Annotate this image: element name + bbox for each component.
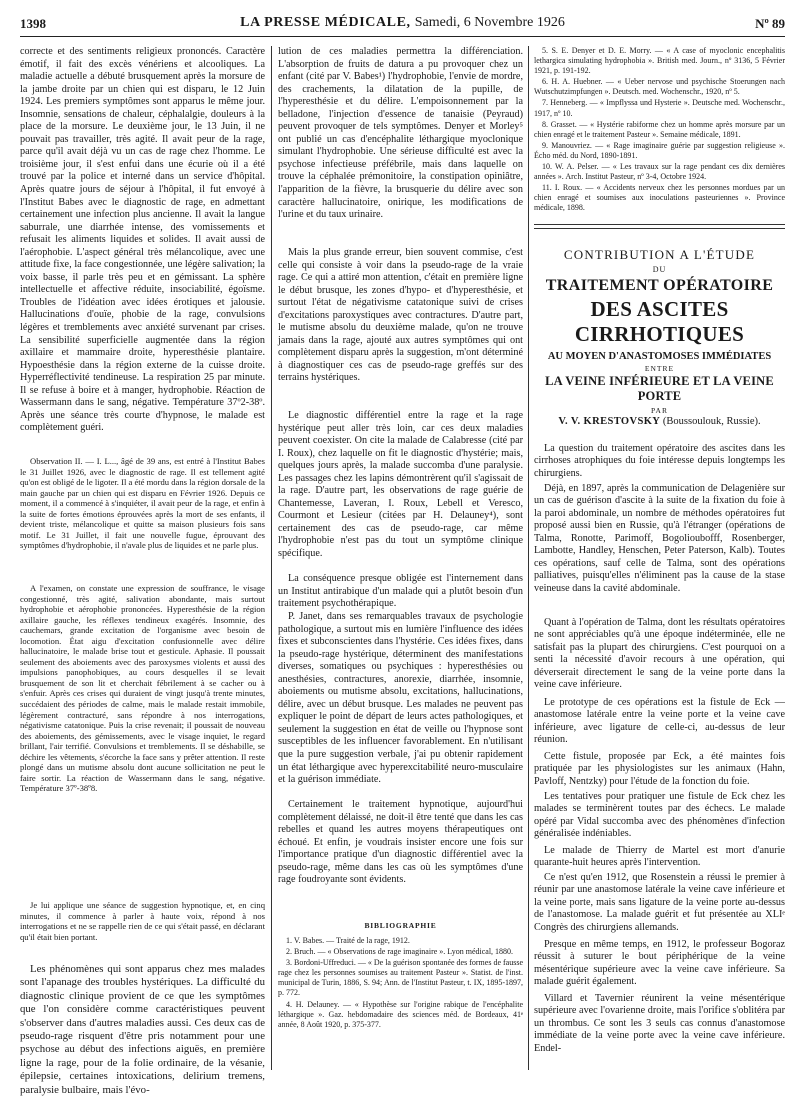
article-divider — [534, 228, 785, 229]
paragraph: Villard et Tavernier réunirent la veine mésentérique supérieure avec l'ovarienne droite, mais l'orifice s'oblitéra par un thrombus. Ce sont les 3 seuls cas connus d'anastomose immédiate de la veine porte avec la veine cave inférieure. Endel- — [534, 992, 785, 1054]
paragraph: La question du traitement opératoire des ascites dans les cirrhoses atrophiques du foie intéresse depuis longtemps les chirurgiens. — [534, 442, 785, 479]
paragraph: Les tentatives pour pratiquer une fistule de Eck chez les malades se terminèrent toutes par des échecs. Le malade opéré par Vidal succomba avec des phénomènes d'infection généralisée indéniables. — [534, 790, 785, 840]
paragraph: Le prototype de ces opérations est la fistule de Eck — anastomose latérale entre la veine porte et la veine cave inférieure, avec ligature de celle-ci, au-dessus de leur réunion. — [534, 696, 785, 746]
article-divider — [534, 224, 785, 225]
column-rule — [271, 46, 272, 1070]
paragraph: Le malade de Thierry de Martel est mort d'anurie quarante-huit heures après l'intervention. — [534, 844, 785, 869]
paragraph-suggestion: Je lui applique une séance de suggestion hypnotique, et, en cinq minutes, il commence à parler à haute voix, répond à nos interrogations et ne se rappelle rien de ce qui s'était passé, en déclarant qu'il était bien portant. — [20, 900, 265, 942]
spacer — [20, 448, 265, 456]
paragraph: Cette fistule, proposée par Eck, a été maintes fois pratiquée par les physiologistes sur les animaux (Hahn, Pavloff, Nentzky) pour l'étude de la fonction du foie. — [534, 750, 785, 787]
column-middle — [278, 46, 523, 1031]
article-title: DES ASCITES CIRRHOTIQUES — [574, 296, 745, 346]
issue-date: Samedi, 6 Novembre 1926 — [414, 15, 565, 30]
journal-title — [20, 15, 785, 31]
paragraph: Déjà, en 1897, après la communication de Delagenière sur un cas de guérison d'ascite à la suite de la fixation du foie à la paroi abdominale, un nombre de méthodes opératoires fut proposé aussi bien en Russie, qu'à l'étranger (opérations de Talma, Ronotte, Parimoff, Bogolioubofff, Rosenberger, Lambotte, Handley, Henschen, Peter Paterson, Kalb). Toutes ces opérations, sauf celle de Talma, sont des opérations palliatives, puisqu'elles n'éliminent pas la cause de la stase veineuse dans la cavité abdominale. — [534, 482, 785, 594]
paragraph: Ce n'est qu'en 1912, que Rosenstein a réussi le premier à réunir par une anastomose latérale la veine cave inférieure et la veine porte, mais sans ligature de la veine porte au-dessus de l'anastomose. La malade guérit et fut présentée au XLIᵉ Congrès des chirurgiens allemands. — [534, 871, 785, 933]
paragraph-internment: La conséquence presque obligée est l'internement dans un Institut antirabique d'un malade qui a plutôt besoin d'un traitement psychothérapique. — [278, 573, 523, 610]
page-number: 1398 — [20, 16, 46, 31]
bibliography-title: BIBLIOGRAPHIE — [364, 921, 437, 930]
journal-name: LA PRESSE MÉDICALE, — [240, 15, 411, 30]
paragraph-observation-2: Observation II. — I. L..., âgé de 39 ans, est entré à l'Institut Babes le 31 Juillet 1926, avec le diagnostic de rage. Il est tellement agité qu'on est obligé de le ligoter. Il a été mordu dans la région dorsale de la main gauche par un chien qui est disparu en Février 1926. Depuis ce moment, il a commencé à s'inquiéter, il avait peur de la rage, et enfin à la suite de fortes émotions éprouvées après la mort de ses enfants, il devient triste, mélancolique et quitte sa maison plusieurs fois sans motif. Le 31 Juillet, il fait une nouvelle fugue, éprouvant des symptômes d'hydrophobie, il n'avale plus de liquides et ne parle plus. — [20, 456, 265, 551]
author-line — [534, 416, 785, 427]
article-heading — [534, 247, 785, 427]
heading-line: AU MOYEN D'ANASTOMOSES IMMÉDIATES — [547, 350, 772, 362]
paragraph-janet: P. Janet, dans ses remarquables travaux de psychologie pathologique, a surtout mis en lumière l'influence des idées fixes et subconscientes dans l'hystérie. Ces idées fixes, dans la pseudo-rage hystérique, déterminent des manifestations diverses, somatiques ou psychiques : hyperesthésies ou anesthésies, contractures, anorexie, diarrhée, insomnie, aboiements ou mutisme absolu, excitations, hallucinations, délire, avec un début brusque. Les malades ne peuvent pas expliquer le point de départ de leurs actes pathologiques, et seulement la suggestion en état de veille ou l'hypnose sont susceptibles de les influencer favorablement. En n'utilisant que la pure suggestion verbale, j'ai pu obtenir rapidement un état léthargique avec hyperexcitabilité neuro-musculaire et la guérison immédiate. — [278, 611, 523, 786]
paragraph: Quant à l'opération de Talma, dont les résultats opératoires ne sont appréciables qu'à une époque indéterminée, elle ne satisfait pas la plupart des chirurgiens. C'est pourquoi on a senti la nécessité d'avoir recours à une opération, qui déverserait directement le sang de la veine porte dans la veine cave inférieure. — [534, 616, 785, 691]
author-place: (Boussoulouk, Russie). — [662, 415, 761, 427]
column-right — [534, 46, 785, 1060]
issue-number: Nº 89 — [755, 16, 785, 31]
bibliography-entry: 4. H. Delauney. — « Hypothèse sur l'origine rabique de l'encéphalite léthargique ». Gaz. hebdomadaire des sciences méd. de Bordeaux, 41ᵉ année, 8 Août 1920, p. 375-377. — [278, 999, 523, 1029]
paragraph-observation-1: correcte et des sentiments religieux prononcés. Caractère émotif, il fait des excès vénériens et alcooliques. La maladie actuelle a débuté brusquement après la morsure de la jambe droite par un chien qui est disparu, le 12 Juin 1924. Les premiers symptômes sont apparus le même jour. Insomnie, sensations de chaleur, céphalalgie, douleurs à la place de la morsure. Le deuxième jour, le 13 Juin, il ne pouvait pas travailler, très agité. Il avait peur de la rage, parce qu'il avait déjà vu un cas de rage chez l'homme. Le troisième jour, il s'est enfui dans une écurie où il a été trouvé par la police et interné dans un service d'hôpital. Après quatre jours de séjour à l'hôpital, il fut envoyé à l'Institut Babes avec le diagnostic de rage, en admettant certainement une infection plus ancienne. Il avait la langue saburrale, une diarrhée intense, des vomissements et refusait les aliments liquides et solides. Il avait aussi de l'aérophobie. L'aspect général très mélancolique, avec une attitude fixe, la face congestionnée, une légère salivation; la voix basse, il parle très peu et en gémissant. La sphère intellectuelle et affective réduite, insociabilité, égoïsme. Troubles de l'idéation avec idées érotiques et jalousie. Hallucinations d'ouïe, phobie de la rage, convulsions légères et tremblements avec anxiété survenant par crises. La sensibilité superficielle augmentée dans la région axillaire et mammaire droite, hyperesthésie plantaire. Hypoesthésie dans la région externe de la cuisse droite. Hyperréflectivité tendineuse. La respiration 25 par minute. Il se refuse à boire et à manger, hydrophobie. Réaction de Wassermann dans le sang, négative. Température 37º2-38º. Après une séance très courte d'hypnose, le malade est complètement guéri. — [20, 46, 265, 434]
article-body — [534, 443, 785, 1060]
bibliography-entry: 9. Manouvriez. — « Rage imaginaire guérie par suggestion religieuse ». Écho méd. du Nord, 1890-1891. — [534, 140, 785, 160]
heading-line: ENTRE — [644, 363, 675, 373]
bibliography-entry: 7. Henneberg. — « Impflyssa und Hysterie ». Deutsche med. Wochenschr., 1917, nº 10. — [534, 98, 785, 118]
paragraph-discussion: Les phénomènes qui sont apparus chez mes malades sont l'apanage des troubles hystériques. La difficulté du diagnostic clinique provient de ce que les symptômes que l'on considère comme caractéristiques peuvent s'observer dans d'autres maladies aussi. Ces deux cas de pseudo-rage risquent d'être pris notamment pour une psychose au début des infections aiguës, en première ligne la rage, pour de la folie ordinaire, de la vésanie, épilepsie, certaines intoxications, delirium tremens, paralysie bulbaire, mais l'évo- — [20, 963, 265, 1096]
heading-line: DU — [652, 264, 667, 274]
paragraph: Presque en même temps, en 1912, le professeur Bogoraz réussit à suturer le bout périphérique de la veine mésentérique supérieure avec la veine cave inférieure. Sa malade guérit également. — [534, 938, 785, 988]
paragraph-coexist: Le diagnostic différentiel entre la rage et la rage hystérique peut aller très loin, car ces deux maladies peuvent coexister. On cite la malade de Calabresse (cité par I. Roux), chez laquelle on fit le diagnostic d'hystérie; mais, quelques jours après, la malade succomba d'une paralysie. Les passages chez les lapins démontrèrent qu'il s'agissait de la rage. D'autre part, les observations de rage guérie de Chantemesse, Laveran, I. Roux, Lebell et Veresco, Courmont et Lesieur (citées par H. Delauney⁴), sont certainement des cas de pseudo-rage, car même l'hydrophobie n'est pas du tout un symptôme clinique spécifique. — [278, 410, 523, 560]
bibliography-entry: 5. S. E. Denyer et D. E. Morry. — « A case of myoclonic encephalitis lethargica simulating hydrophobia ». British med. Journ., nº 3136, 5 Février 1921, p. 191-192. — [534, 46, 785, 76]
heading-line: CONTRIBUTION A L'ÉTUDE — [563, 246, 756, 262]
heading-line: LA VEINE INFÉRIEURE ET LA VEINE PORTE — [545, 373, 774, 403]
spacer — [20, 953, 265, 963]
bibliography-entry: 8. Grasset. — « Hystérie rabiforme chez un homme après morsure par un chien enragé et le traitement Pasteur ». Semaine médicale, 1891. — [534, 119, 785, 139]
heading-line: PAR — [651, 405, 668, 415]
paragraph-conclusion: Certainement le traitement hypnotique, aujourd'hui complètement délaissé, ne doit-il être tenté que dans les cas rebelles et quand les autres moyens thérapeutiques ont échoué. Et enfin, je voudrais insister encore une fois sur l'importance pratique d'un diagnostic différentiel avec la pseudo-rage, même dans les cas où les symptômes d'une rage foudroyante sont évidents. — [278, 799, 523, 886]
bibliography-entry: 3. Bordoni-Uffreduci. — « De la guérison spontanée des formes de fausse rage chez les personnes soumises au traitement Pasteur ». Statist. de l'inst. municipal de Turin, 1886, S. 94; Ann. de l'Institut Pasteur, t. IX, 1895-1897, p. 772. — [278, 958, 523, 998]
bibliography-entry: 11. I. Roux. — « Accidents nerveux chez les personnes mordues par un chien enragé et soumises aux inoculations pasteuriennes ». Province médicale, 1898. — [534, 183, 785, 213]
paragraph-error: Mais la plus grande erreur, bien souvent commise, c'est celle qui consiste à voir dans la pseudo-rage de la vraie rage. Ce qui a attiré mon attention, c'était en première ligne le début brusque, les zones d'hypo- et d'hyperesthésie, et surtout l'état de négativisme catatonique suivi de crises d'excitations paroxystiques avec contractures. D'autre part, le mutisme absolu du deuxième malade, qu'on ne trouve jamais dans la rage, ajouté aux autres symptômes qui ont complètement disparu après la suggestion, m'ont déterminé à diagnostiquer ces cas de pseudo-rage greffés sur des terrains hystériques. — [278, 247, 523, 384]
bibliography-entry: 10. W. A. Pelser. — « Les travaux sur la rage pendant ces dix dernières années ». Arch. Institut Pasteur, nº 3-4, Octobre 1924. — [534, 162, 785, 182]
paragraph-differential: lution de ces maladies permettra la différenciation. L'absorption de fruits de datura a pu provoquer chez un enfant (cité par V. Babes¹) l'hydrophobie, l'envie de mordre, des crachements, la dilatation de la pupille, de l'hyperesthésie et du délire. L'empoisonnement par la belladone, l'injection d'essence de tanaisie (Peyraud) peuvent provoquer de tels symptômes. Denyer et Morley⁵ ont publié un cas d'encéphalite léthargique myoclonique simulant l'hydrophobie. Une sérieuse difficulté est avec la psychose infectieuse préfébrile, mais dans laquelle on trouve la céphalée prémonitoire, la constipation opiniâtre, l'apparition de la fièvre, la brusquerie du délire avec son caractère hallucinatoire, onirique, les modifications de l'urine et du taux urinaire. — [278, 46, 523, 221]
bibliography-entry: 2. Bruch. — « Observations de rage imaginaire ». Lyon médical, 1880. — [286, 947, 514, 957]
bibliography-list-continued — [534, 46, 785, 214]
bibliography-list — [278, 936, 523, 1030]
author-name: V. V. KRESTOVSKY — [558, 415, 661, 427]
bibliography-entry: 1. V. Babes. — Traité de la rage, 1912. — [286, 936, 410, 945]
page-header — [20, 14, 785, 37]
bibliography-entry: 6. H. A. Huebner. — « Ueber nervose und psychische Stoerungen nach Wutschutzimpfungen ». Deutsch. med. Wochenschr., 1920, nº 5. — [534, 77, 785, 97]
heading-line: TRAITEMENT OPÉRATOIRE — [545, 276, 774, 294]
column-left — [20, 46, 265, 1096]
column-rule — [528, 46, 529, 1070]
paragraph-examination: A l'examen, on constate une expression de souffrance, le visage congestionné, très agité, salivation abondante, mais surtout hydrophobie et aérophobie prononcées. Hyperesthésie de la région axillaire gauche, les réflexes tendineux exagérés. Insomnie, des cauchemars, grande excitation de l'organisme avec besoin de locomotion. État aigu d'excitation confusionnelle avec délire hallucinatoire, le malade brise tout et gesticule. Aphasie. Il poussait seulement des aboiements avec des paroxysmes violents et aussi des impulsions panophobiques, au cours desquelles il se levait brusquement de son lit et cherchait fébrilement à se cacher ou à s'enfuir. Après ces crises qui duraient de vingt jusqu'à trente minutes, succédaient des périodes de calme, mais le malade restait immobile, légèrement contracturé, sans répondre à nos interrogations, négativisme catatonique. Puis la crise revenait; il poussait de nouveau des aboiements, des gémissements, avec le visage inquiet, le regard brillant, l'air terrifié. Convulsions et tremblements. Il se déshabille, se déchire les vêtements, s'écorche la face sans y prêter attention. Il reste plongé dans un mutisme absolu dont aucune sollicitation ne peut le faire sortir. La réaction de Wassermann dans le sang, négative. Température 37º-38º8. — [20, 583, 265, 794]
